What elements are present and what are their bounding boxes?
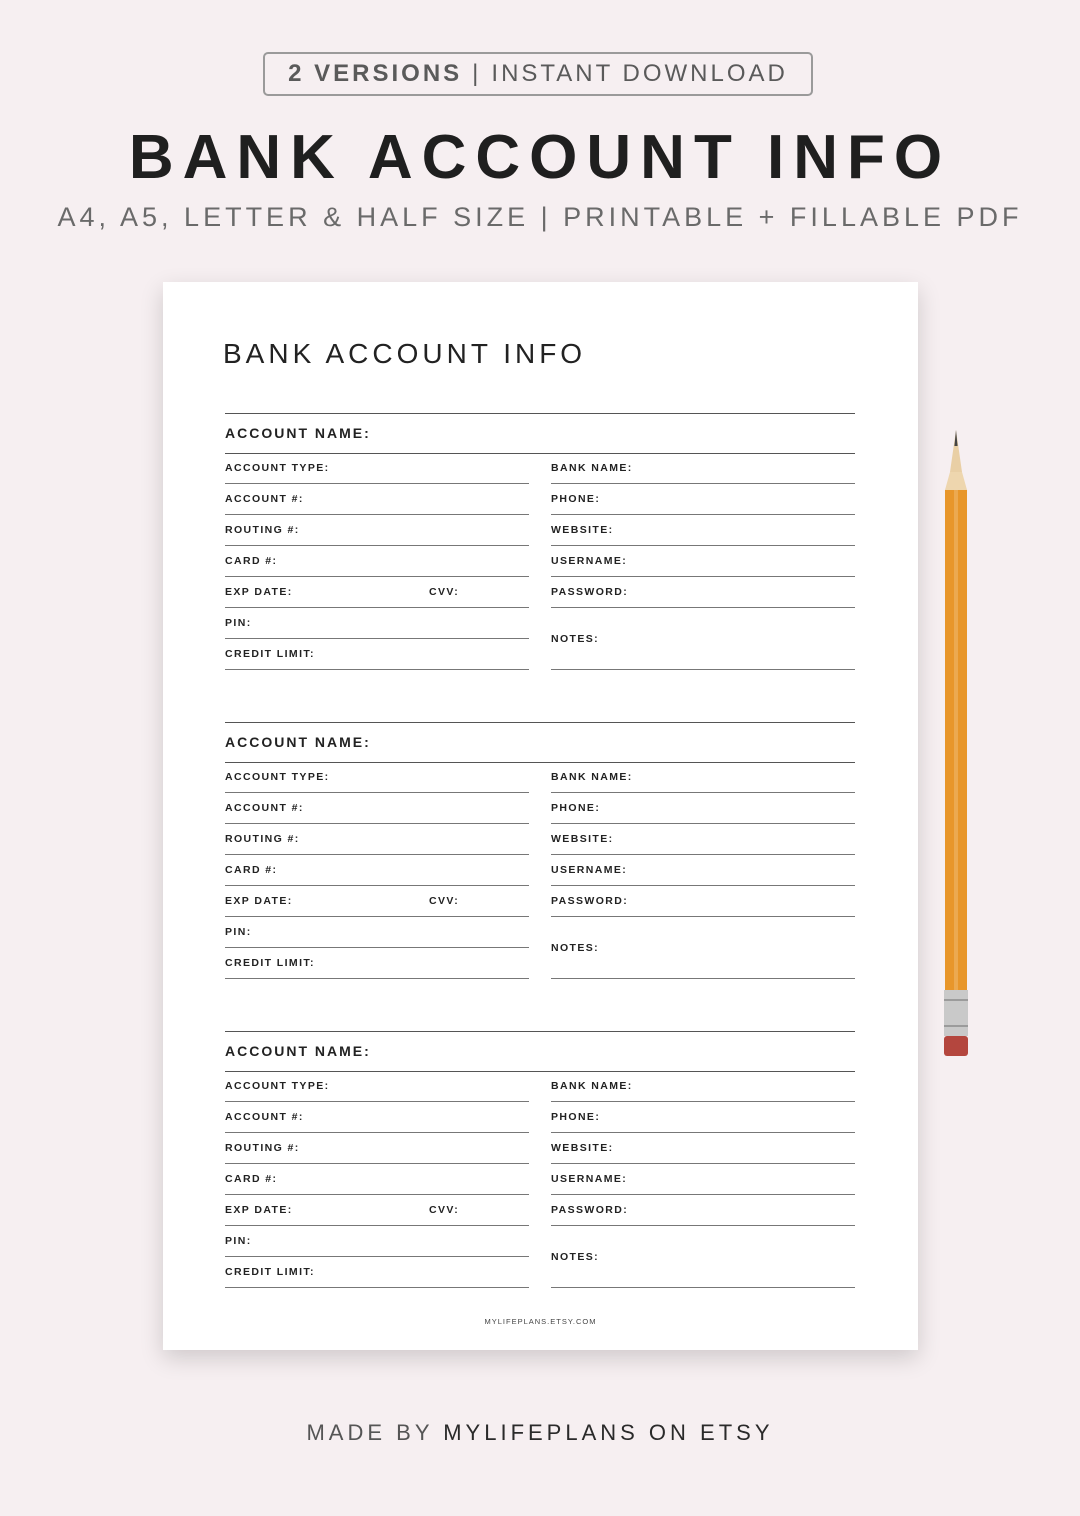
pencil-ferrule xyxy=(944,990,968,1036)
pencil-highlight xyxy=(954,490,958,990)
field-label: PHONE: xyxy=(551,493,601,505)
right-field-row[interactable] xyxy=(551,1195,855,1226)
field-label: PIN: xyxy=(225,926,252,938)
left-field-row[interactable] xyxy=(225,948,529,979)
right-field-row[interactable] xyxy=(551,793,855,824)
right-field-row[interactable] xyxy=(551,608,855,670)
field-label: PASSWORD: xyxy=(551,1204,629,1216)
right-field-row[interactable] xyxy=(551,577,855,608)
field-label: PASSWORD: xyxy=(551,586,629,598)
right-field-row[interactable] xyxy=(551,1226,855,1288)
field-label: CARD #: xyxy=(225,864,278,876)
badge-separator: | xyxy=(472,60,482,87)
planner-sheet xyxy=(163,282,918,1350)
field-label: CREDIT LIMIT: xyxy=(225,648,315,660)
subtitle: A4, A5, LETTER & HALF SIZE | PRINTABLE + FILLABLE PDF xyxy=(57,202,1023,232)
left-field-row[interactable] xyxy=(225,917,529,948)
account-section xyxy=(225,722,855,980)
left-field-row[interactable] xyxy=(225,1071,529,1102)
right-field-row[interactable] xyxy=(551,1071,855,1102)
field-label: USERNAME: xyxy=(551,1173,628,1185)
field-label: PHONE: xyxy=(551,802,601,814)
left-field-row[interactable] xyxy=(225,1102,529,1133)
left-field-row[interactable] xyxy=(225,855,529,886)
field-label: ACCOUNT TYPE: xyxy=(225,462,330,474)
pencil-wood xyxy=(945,472,967,490)
field-label: PIN: xyxy=(225,617,252,629)
account-section xyxy=(225,413,855,671)
account-name-label: ACCOUNT NAME: xyxy=(225,734,371,750)
cvv-label: CVV: xyxy=(429,586,460,598)
left-field-row[interactable] xyxy=(225,886,529,917)
left-field-row[interactable] xyxy=(225,1257,529,1288)
field-label: BANK NAME: xyxy=(551,1080,633,1092)
cvv-label: CVV: xyxy=(429,1204,460,1216)
sheet-title: BANK ACCOUNT INFO xyxy=(223,338,587,369)
left-field-row[interactable] xyxy=(225,793,529,824)
field-label: NOTES: xyxy=(551,942,600,954)
left-field-row[interactable] xyxy=(225,639,529,670)
field-label: CREDIT LIMIT: xyxy=(225,1266,315,1278)
left-field-row[interactable] xyxy=(225,1226,529,1257)
left-field-row[interactable] xyxy=(225,484,529,515)
made-by-label: MADE BY xyxy=(306,1420,434,1445)
field-label: ROUTING #: xyxy=(225,833,300,845)
sheet-footer-url: MYLIFEPLANS.ETSY.COM xyxy=(484,1317,597,1326)
right-field-row[interactable] xyxy=(551,917,855,979)
version-badge xyxy=(263,52,813,96)
right-field-row[interactable] xyxy=(551,1164,855,1195)
made-by xyxy=(0,1420,1080,1446)
badge-versions: 2 VERSIONS xyxy=(288,60,463,87)
right-field-row[interactable] xyxy=(551,886,855,917)
field-label: USERNAME: xyxy=(551,555,628,567)
field-label: WEBSITE: xyxy=(551,1142,614,1154)
left-field-row[interactable] xyxy=(225,453,529,484)
right-field-row[interactable] xyxy=(551,484,855,515)
field-label: PHONE: xyxy=(551,1111,601,1123)
left-field-row[interactable] xyxy=(225,824,529,855)
right-field-row[interactable] xyxy=(551,515,855,546)
field-label: BANK NAME: xyxy=(551,462,633,474)
left-field-row[interactable] xyxy=(225,577,529,608)
field-label: CREDIT LIMIT: xyxy=(225,957,315,969)
field-label: PASSWORD: xyxy=(551,895,629,907)
pencil-eraser xyxy=(944,1036,968,1056)
field-label: CARD #: xyxy=(225,1173,278,1185)
field-label: ACCOUNT TYPE: xyxy=(225,1080,330,1092)
left-field-row[interactable] xyxy=(225,1133,529,1164)
field-label: PIN: xyxy=(225,1235,252,1247)
pencil-image xyxy=(936,430,976,1060)
left-field-row[interactable] xyxy=(225,608,529,639)
main-title: BANK ACCOUNT INFO xyxy=(128,123,952,192)
field-label: ROUTING #: xyxy=(225,524,300,536)
left-field-row[interactable] xyxy=(225,546,529,577)
field-label: ACCOUNT #: xyxy=(225,1111,304,1123)
field-label: USERNAME: xyxy=(551,864,628,876)
field-label: ACCOUNT #: xyxy=(225,802,304,814)
left-field-row[interactable] xyxy=(225,1164,529,1195)
left-field-row[interactable] xyxy=(225,762,529,793)
account-name-label: ACCOUNT NAME: xyxy=(225,1043,371,1059)
field-label: ACCOUNT #: xyxy=(225,493,304,505)
account-section xyxy=(225,1031,855,1289)
made-by-brand: MYLIFEPLANS ON ETSY xyxy=(443,1420,774,1445)
right-field-row[interactable] xyxy=(551,762,855,793)
field-label: NOTES: xyxy=(551,633,600,645)
field-label: EXP DATE: xyxy=(225,1204,293,1216)
field-label: EXP DATE: xyxy=(225,895,293,907)
field-label: CARD #: xyxy=(225,555,278,567)
right-field-row[interactable] xyxy=(551,546,855,577)
right-field-row[interactable] xyxy=(551,824,855,855)
right-field-row[interactable] xyxy=(551,1133,855,1164)
cvv-label: CVV: xyxy=(429,895,460,907)
right-field-row[interactable] xyxy=(551,453,855,484)
field-label: WEBSITE: xyxy=(551,524,614,536)
field-label: BANK NAME: xyxy=(551,771,633,783)
field-label: EXP DATE: xyxy=(225,586,293,598)
field-label: ROUTING #: xyxy=(225,1142,300,1154)
right-field-row[interactable] xyxy=(551,1102,855,1133)
left-field-row[interactable] xyxy=(225,515,529,546)
field-label: WEBSITE: xyxy=(551,833,614,845)
badge-download: INSTANT DOWNLOAD xyxy=(491,60,788,87)
field-label: NOTES: xyxy=(551,1251,600,1263)
field-label: ACCOUNT TYPE: xyxy=(225,771,330,783)
account-name-label: ACCOUNT NAME: xyxy=(225,425,371,441)
left-field-row[interactable] xyxy=(225,1195,529,1226)
right-field-row[interactable] xyxy=(551,855,855,886)
